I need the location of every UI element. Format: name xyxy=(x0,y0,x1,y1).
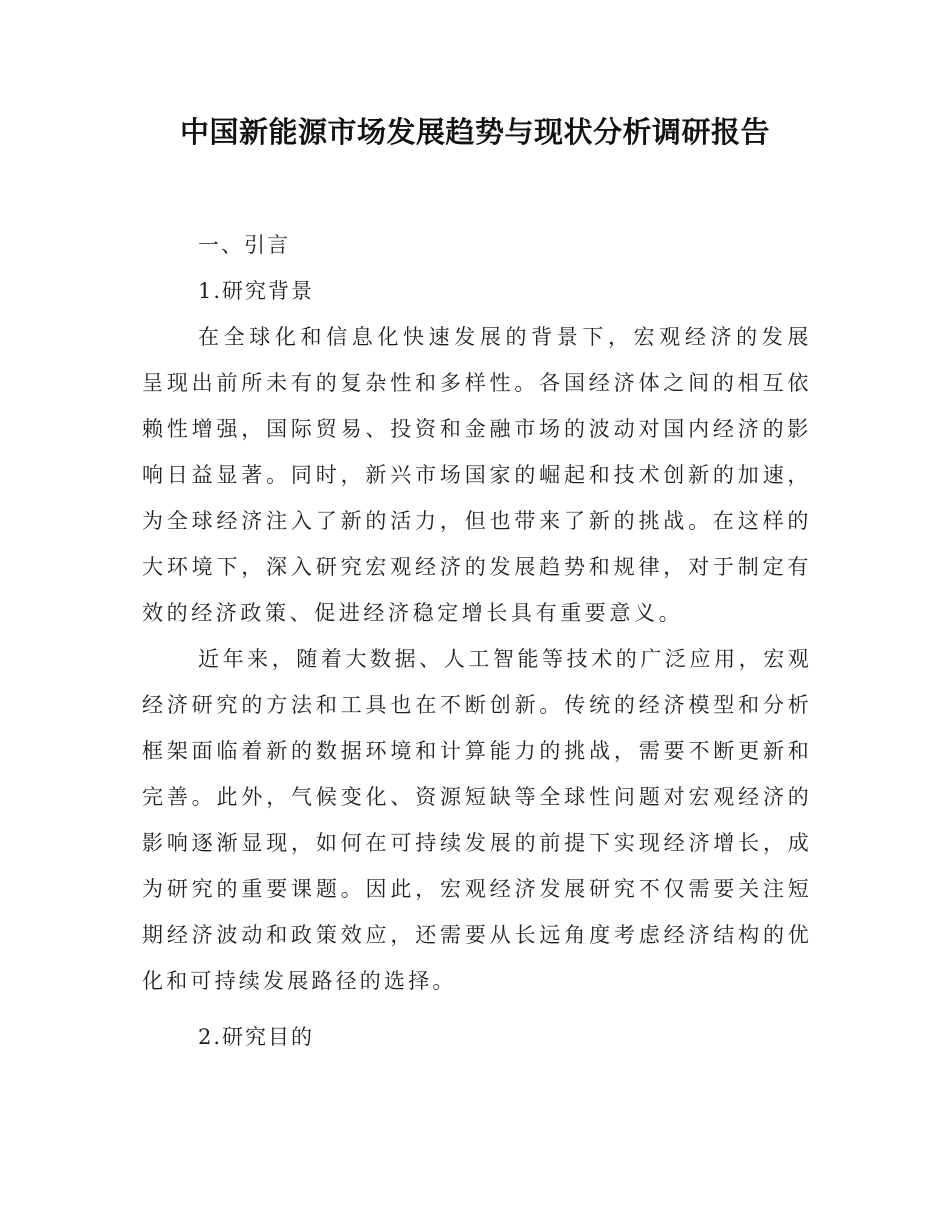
section-heading-introduction: 一、引言 xyxy=(198,233,290,257)
paragraph-background-2: 近年来，随着大数据、人工智能等技术的广泛应用，宏观经济研究的方法和工具也在不断创新。传统的经济模型和分析框架面临着新的数据环境和计算能力的挑战，需要不断更新和完善。此外，气候变化、资源短缺等全球性问题对宏观经济的影响逐渐显现，如何在可持续发展的前提下实现经济增长，成为研究的重要课题。因此，宏观经济发展研究不仅需要关注短期经济波动和政策效应，还需要从长远角度考虑经济结构的优化和可持续发展路径的选择。 xyxy=(142,647,812,993)
subsection-heading-research-background: 1.研究背景 xyxy=(198,279,315,303)
document-body xyxy=(142,222,812,1060)
paragraph-background-1: 在全球化和信息化快速发展的背景下，宏观经济的发展呈现出前所未有的复杂性和多样性。各国经济体之间的相互依赖性增强，国际贸易、投资和金融市场的波动对国内经济的影响日益显著。同时，新兴市场国家的崛起和技术创新的加速，为全球经济注入了新的活力，但也带来了新的挑战。在这样的大环境下，深入研究宏观经济的发展趋势和规律，对于制定有效的经济政策、促进经济稳定增长具有重要意义。 xyxy=(142,325,812,625)
document-title: 中国新能源市场发展趋势与现状分析调研报告 xyxy=(179,115,770,149)
subsection-heading-research-purpose: 2.研究目的 xyxy=(198,1025,315,1049)
